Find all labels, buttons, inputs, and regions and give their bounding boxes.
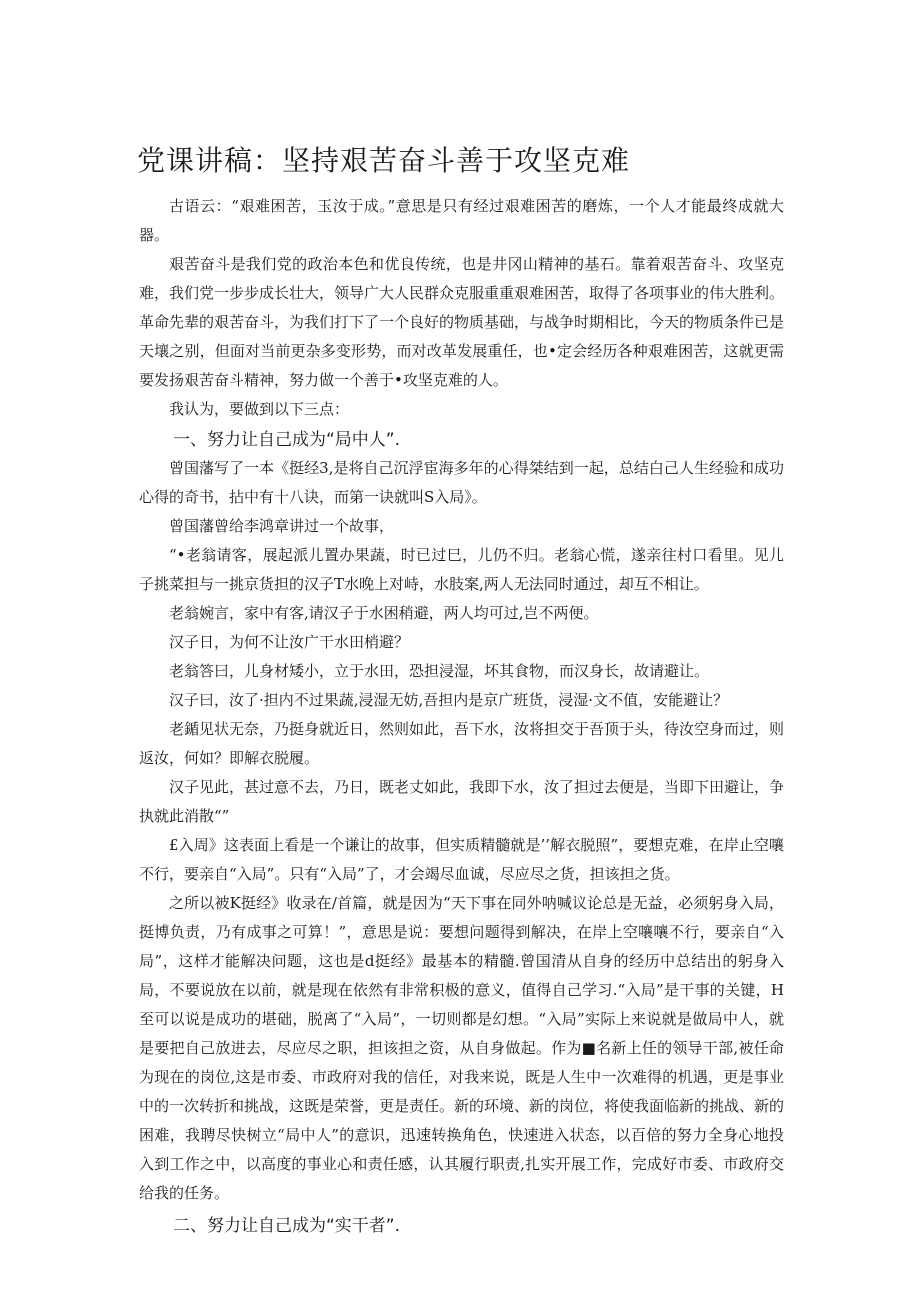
story-paragraph: 老鍎见状无奈，乃挺身就近日，然则如此，吾下水，汝将担交于吾顶于头，待汝空身而过，则返汝，何如？即解衣脱履。 <box>139 720 785 767</box>
section1-paragraph: 之所以被K挺经》收录在/首篇，就是因为“天下事在同外呐喊议论总是无益，必须躬身入局，挺博负责，乃有成事之可算！”，意思是说：要想问题得到解决，在岸上空嚷嚷不行，要亲自“入局”，这样才能解决问题，这也是d挺经》最基本的精髓.曾国清从自身的经历中总结出的躬身入局，不要说放在以前，就是现在依然有非常积极的意义，值得自己学习.“入局”是干事的关键，H至可以说是成功的堪础，脱离了“入局”，一切则都是幻想。“入局”实际上来说就是做局中人，就是要把自己放进去，尽应尽之职，担该担之资，从自身做起。作为■名新上任的领导干部,被任命为现在的岗位,这是市委、市政府对我的信任，对我来说，既是人生中一次难得的机遇，更是事业中的一次转折和挑战，这既是荣誉，更是责任。新的环境、新的岗位，将使我面临新的挑战、新的困难，我聘尽快树立“局中人”的意识，迅速转换角色，快速进入状态，以百倍的努力全身心地投入到工作之中，以高度的事业心和责任感，认其履行职责,扎实开展工作，完成好市委、市政府交给我的任务。 <box>139 894 785 1202</box>
story-paragraph: 老翁答曰，儿身材矮小，立于水田，恐担浸湿，坏其食物，而汉身长，故请避让。 <box>169 662 710 680</box>
document-title: 党课讲稿：坚持艰苦奋斗善于攻坚克难 <box>137 144 631 177</box>
section1-paragraph: 曾国藩曾给李鸿章讲过一个故事， <box>169 517 395 535</box>
story-paragraph: 汉子日，为何不让汝广干水田梢避？ <box>169 633 410 651</box>
story-paragraph: 老翁婉言，家中有客,请汉子于水困稍避，两人均可过,岂不两便。 <box>169 604 599 622</box>
story-paragraph: 汉子曰，汝了·担内不过果蔬,浸湿无妨,吾担内是京广班货，浸湿·文不值，安能避让？ <box>169 691 729 709</box>
story-paragraph: “•老翁请客，展起派儿置办果蔬，时已过巳，儿仍不归。老翁心慌，遂亲往村口看里。见儿子挑菜担与一挑京货担的汉子T水晚上对峙，水肢案,两人无法同时通过，却互不相让。 <box>139 546 784 593</box>
intro-paragraph: 我认为，要做到以下三点： <box>169 400 350 418</box>
intro-paragraph: 古语云：“艰难困苦，玉汝于成。”意思是只有经过艰难困苦的磨炼，一个人才能最终成就大器。 <box>139 197 784 244</box>
document-body <box>139 192 784 1240</box>
section1-paragraph: 曾国藩写了一本《挺经3,是将自己沉浮宦海多年的心得桀结到一起，总结白己人生经验和成功心得的奇书，拈中有十八诀，而第一诀就叫S入局》。 <box>139 459 784 506</box>
section-heading-2: 二、努力让自己成为“实干者”. <box>173 1216 401 1236</box>
section-heading-1: 一、努力让自己成为“局中人”. <box>173 430 401 450</box>
story-paragraph: 汉子见此，甚过意不去，乃日，既老丈如此，我即下水，汝了担过去便是，当即下田避让，争执就此消散“” <box>139 778 785 825</box>
section1-paragraph: £入周》这表面上看是一个谦让的故事，但实质精髓就是’’解衣脱照”，要想克难，在岸止空嚷不行，要亲自“入局”。只有“入局”了，才会竭尽血诚，尽应尽之货，担该担之货。 <box>139 836 784 883</box>
intro-paragraph: 艰苦奋斗是我们党的政治本色和优良传统，也是井冈山精神的基石。靠着艰苦奋斗、攻坚克难，我们党一步步成长壮大，领导广大人民群众克服重重艰难困苦，取得了各项事业的伟大胜利。革命先辈的艰苦奋斗，为我们打下了一个良好的物质基础，与战争时期相比，今天的物质条件已是天壤之别，但面对当前更杂多变形势，而对改革发展重任，也•定会经历各种艰难困苦，这就更需要发扬艰苦奋斗精神，努力做一个善于•攻坚克难的人。 <box>139 255 785 389</box>
